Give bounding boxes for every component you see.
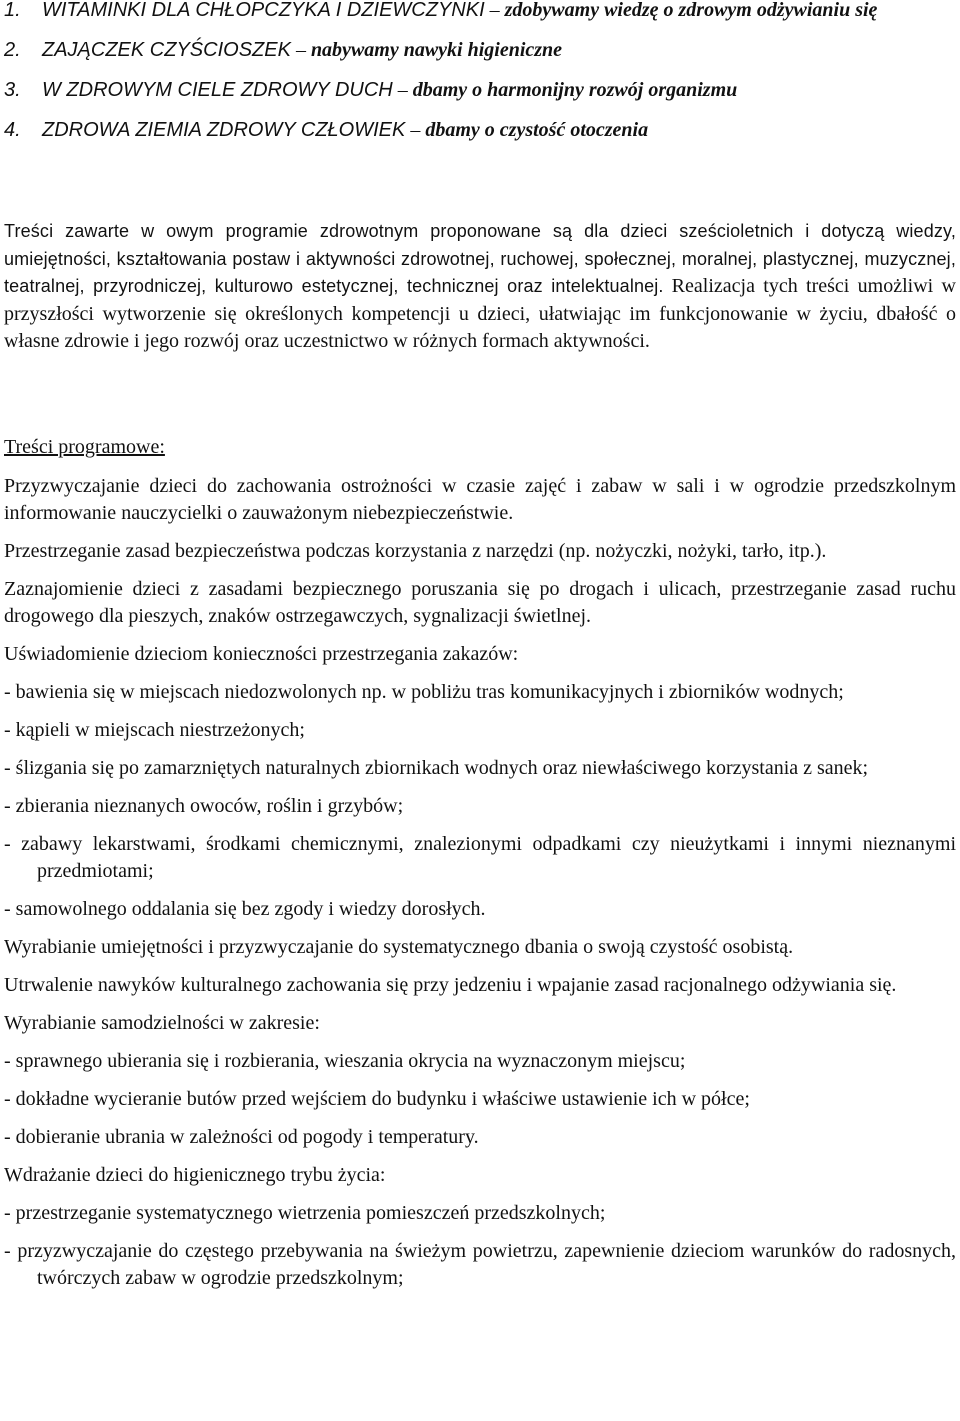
list-item: - sprawnego ubierania się i rozbierania, wieszania okrycia na wyznaczonym miejscu; bbox=[4, 1050, 686, 1072]
paragraph: Przestrzeganie zasad bezpieczeństwa podczas korzystania z narzędzi (np. nożyczki, nożyki, tarło, itp.). bbox=[4, 540, 827, 562]
module-item: 3. W ZDROWYM CIELE ZDROWY DUCH – dbamy o harmonijny rozwój organizmu bbox=[4, 79, 738, 101]
paragraph: Zaznajomienie dzieci z zasadami bezpiecznego poruszania się po drogach i ulicach, przestrzeganie zasad ruchu drogowego dla pieszych, znaków ostrzegawczych, sygnalizacji świetlnej. bbox=[4, 578, 956, 627]
list-item: - zabawy lekarstwami, środkami chemicznymi, znalezionymi odpadkami czy nieużytkami i innymi nieznanymi przedmiotami; bbox=[4, 833, 956, 882]
intro-paragraph bbox=[4, 218, 956, 356]
module-number: 2. bbox=[4, 39, 21, 61]
list-item: - bawienia się w miejscach niedozwolonych np. w pobliżu tras komunikacyjnych i zbiorników wodnych; bbox=[4, 681, 844, 703]
list-item: - przyzwyczajanie do częstego przebywania na świeżym powietrzu, zapewnienie dzieciom warunków do radosnych, twórczych zabaw w ogrodzie przedszkolnym; bbox=[4, 1240, 956, 1289]
module-number: 3. bbox=[4, 79, 21, 101]
module-item: 1. WITAMINKI DLA CHŁOPCZYKA I DZIEWCZYNKI – zdobywamy wiedzę o zdrowym odżywianiu się bbox=[4, 0, 878, 21]
list-item: - dobieranie ubrania w zależności od pogody i temperatury. bbox=[4, 1126, 479, 1148]
module-number: 4. bbox=[4, 119, 21, 141]
module-title: ZAJĄCZEK CZYŚCIOSZEK bbox=[42, 39, 291, 61]
list-item: - kąpieli w miejscach niestrzeżonych; bbox=[4, 719, 305, 741]
module-item: 2. ZAJĄCZEK CZYŚCIOSZEK – nabywamy nawyki higieniczne bbox=[4, 39, 563, 61]
module-list bbox=[4, 0, 958, 160]
list-item: - samowolnego oddalania się bez zgody i wiedzy dorosłych. bbox=[4, 898, 486, 920]
program-content bbox=[4, 434, 956, 1303]
list-item: - przestrzeganie systematycznego wietrzenia pomieszczeń przedszkolnych; bbox=[4, 1202, 606, 1224]
module-title: W ZDROWYM CIELE ZDROWY DUCH bbox=[42, 79, 393, 101]
section-heading: Treści programowe: bbox=[4, 436, 165, 458]
module-description: dbamy o czystość otoczenia bbox=[425, 119, 649, 141]
paragraph: Wdrażanie dzieci do higienicznego trybu życia: bbox=[4, 1164, 386, 1186]
module-item: 4. ZDROWA ZIEMIA ZDROWY CZŁOWIEK – dbamy o czystość otoczenia bbox=[4, 119, 649, 141]
module-title: ZDROWA ZIEMIA ZDROWY CZŁOWIEK bbox=[42, 119, 406, 141]
list-item: - ślizgania się po zamarzniętych naturalnych zbiornikach wodnych oraz niewłaściwego korzystania z sanek; bbox=[4, 757, 869, 779]
intro-text-part2: Realizacja tych treści umożliwi w przyszłości wytworzenie się określonych kompetencji u dzieci, ułatwiając im funkcjonowanie w życiu, dbałość o własne zdrowie i jego rozwój oraz uczestnictwo w różnych formach aktywności. bbox=[4, 275, 956, 352]
list-item: - dokładne wycieranie butów przed wejściem do budynku i właściwe ustawienie ich w półce; bbox=[4, 1088, 750, 1110]
paragraph: Wyrabianie samodzielności w zakresie: bbox=[4, 1012, 320, 1034]
module-description: nabywamy nawyki higieniczne bbox=[310, 39, 563, 61]
paragraph: Uświadomienie dzieciom konieczności przestrzegania zakazów: bbox=[4, 643, 519, 665]
list-item: - zbierania nieznanych owoców, roślin i grzybów; bbox=[4, 795, 404, 817]
module-description: dbamy o harmonijny rozwój organizmu bbox=[412, 79, 738, 101]
module-number: 1. bbox=[4, 0, 21, 21]
module-title: WITAMINKI DLA CHŁOPCZYKA I DZIEWCZYNKI bbox=[42, 0, 485, 21]
intro-text-part1: Treści zawarte w owym programie zdrowotnym proponowane są dla dzieci sześcioletnich i dotyczą wiedzy, umiejętności, kształtowania postaw i aktywności zdrowotnej, ruchowej, społecznej, moralnej, plastycznej, muzycznej, teatralnej, przyrodniczej, kulturowo estetycznej, technicznej oraz intelektualnej. bbox=[4, 221, 956, 296]
paragraph: Utrwalenie nawyków kulturalnego zachowania się przy jedzeniu i wpajanie zasad racjonalnego odżywiania się. bbox=[4, 974, 897, 996]
paragraph: Przyzwyczajanie dzieci do zachowania ostrożności w czasie zajęć i zabaw w sali i w ogrodzie przedszkolnym informowanie nauczycielki o zauważonym niebezpieczeństwie. bbox=[4, 475, 956, 524]
paragraph: Wyrabianie umiejętności i przyzwyczajanie do systematycznego dbania o swoją czystość osobistą. bbox=[4, 936, 794, 958]
module-description: zdobywamy wiedzę o zdrowym odżywianiu się bbox=[504, 0, 878, 21]
